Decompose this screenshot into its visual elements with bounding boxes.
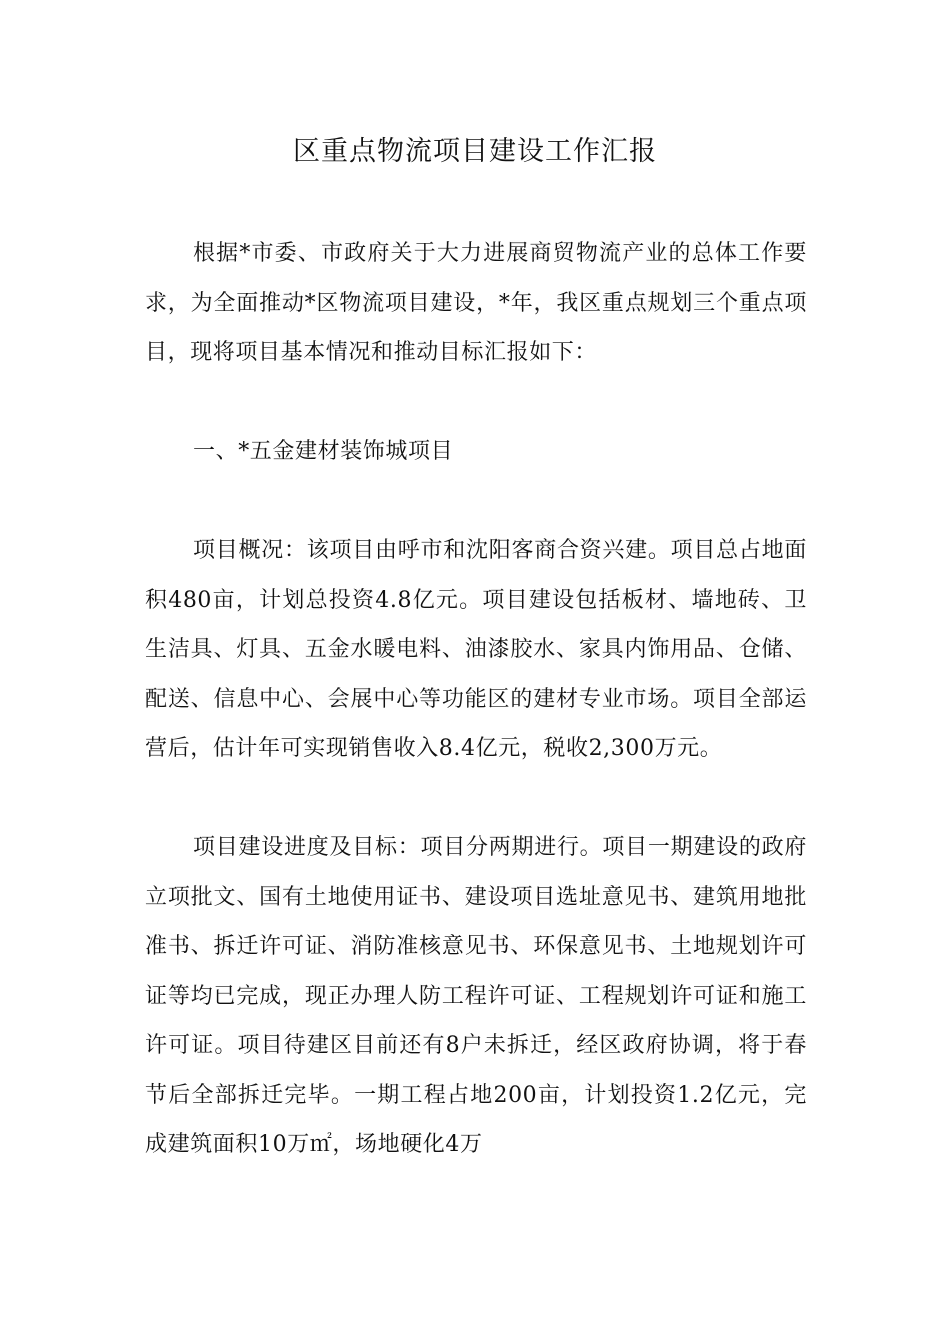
paragraph-spacer	[145, 774, 807, 824]
paragraph-spacer	[145, 378, 807, 428]
section-heading: 一、*五金建材装饰城项目	[193, 439, 454, 464]
progress-paragraph: 项目建设进度及目标：项目分两期进行。项目一期建设的政府立项批文、国有土地使用证书、建设项目选址意见书、建筑用地批准书、拆迁许可证、消防准核意见书、环保意见书、土地规划许可证等均已完成，现正办理人防工程许可证、工程规划许可证和施工许可证。项目待建区目前还有8户未拆迁，经区政府协调，将于春节后全部拆迁完毕。一期工程占地200亩，计划投资1.2亿元，完成建筑面积10万㎡，场地硬化4万	[145, 835, 807, 1157]
paragraph-spacer	[145, 477, 807, 527]
document-body	[145, 229, 807, 1170]
document-title: 区重点物流项目建设工作汇报	[293, 136, 657, 167]
intro-paragraph: 根据*市委、市政府关于大力进展商贸物流产业的总体工作要求，为全面推动*区物流项目建设，*年，我区重点规划三个重点项目，现将项目基本情况和推动目标汇报如下：	[145, 241, 807, 365]
overview-paragraph: 项目概况：该项目由呼市和沈阳客商合资兴建。项目总占地面积480亩，计划总投资4.8亿元。项目建设包括板材、墙地砖、卫生洁具、灯具、五金水暖电料、油漆胶水、家具内饰用品、仓储、配送、信息中心、会展中心等功能区的建材专业市场。项目全部运营后，估计年可实现销售收入8.4亿元，税收2,300万元。	[145, 538, 807, 761]
